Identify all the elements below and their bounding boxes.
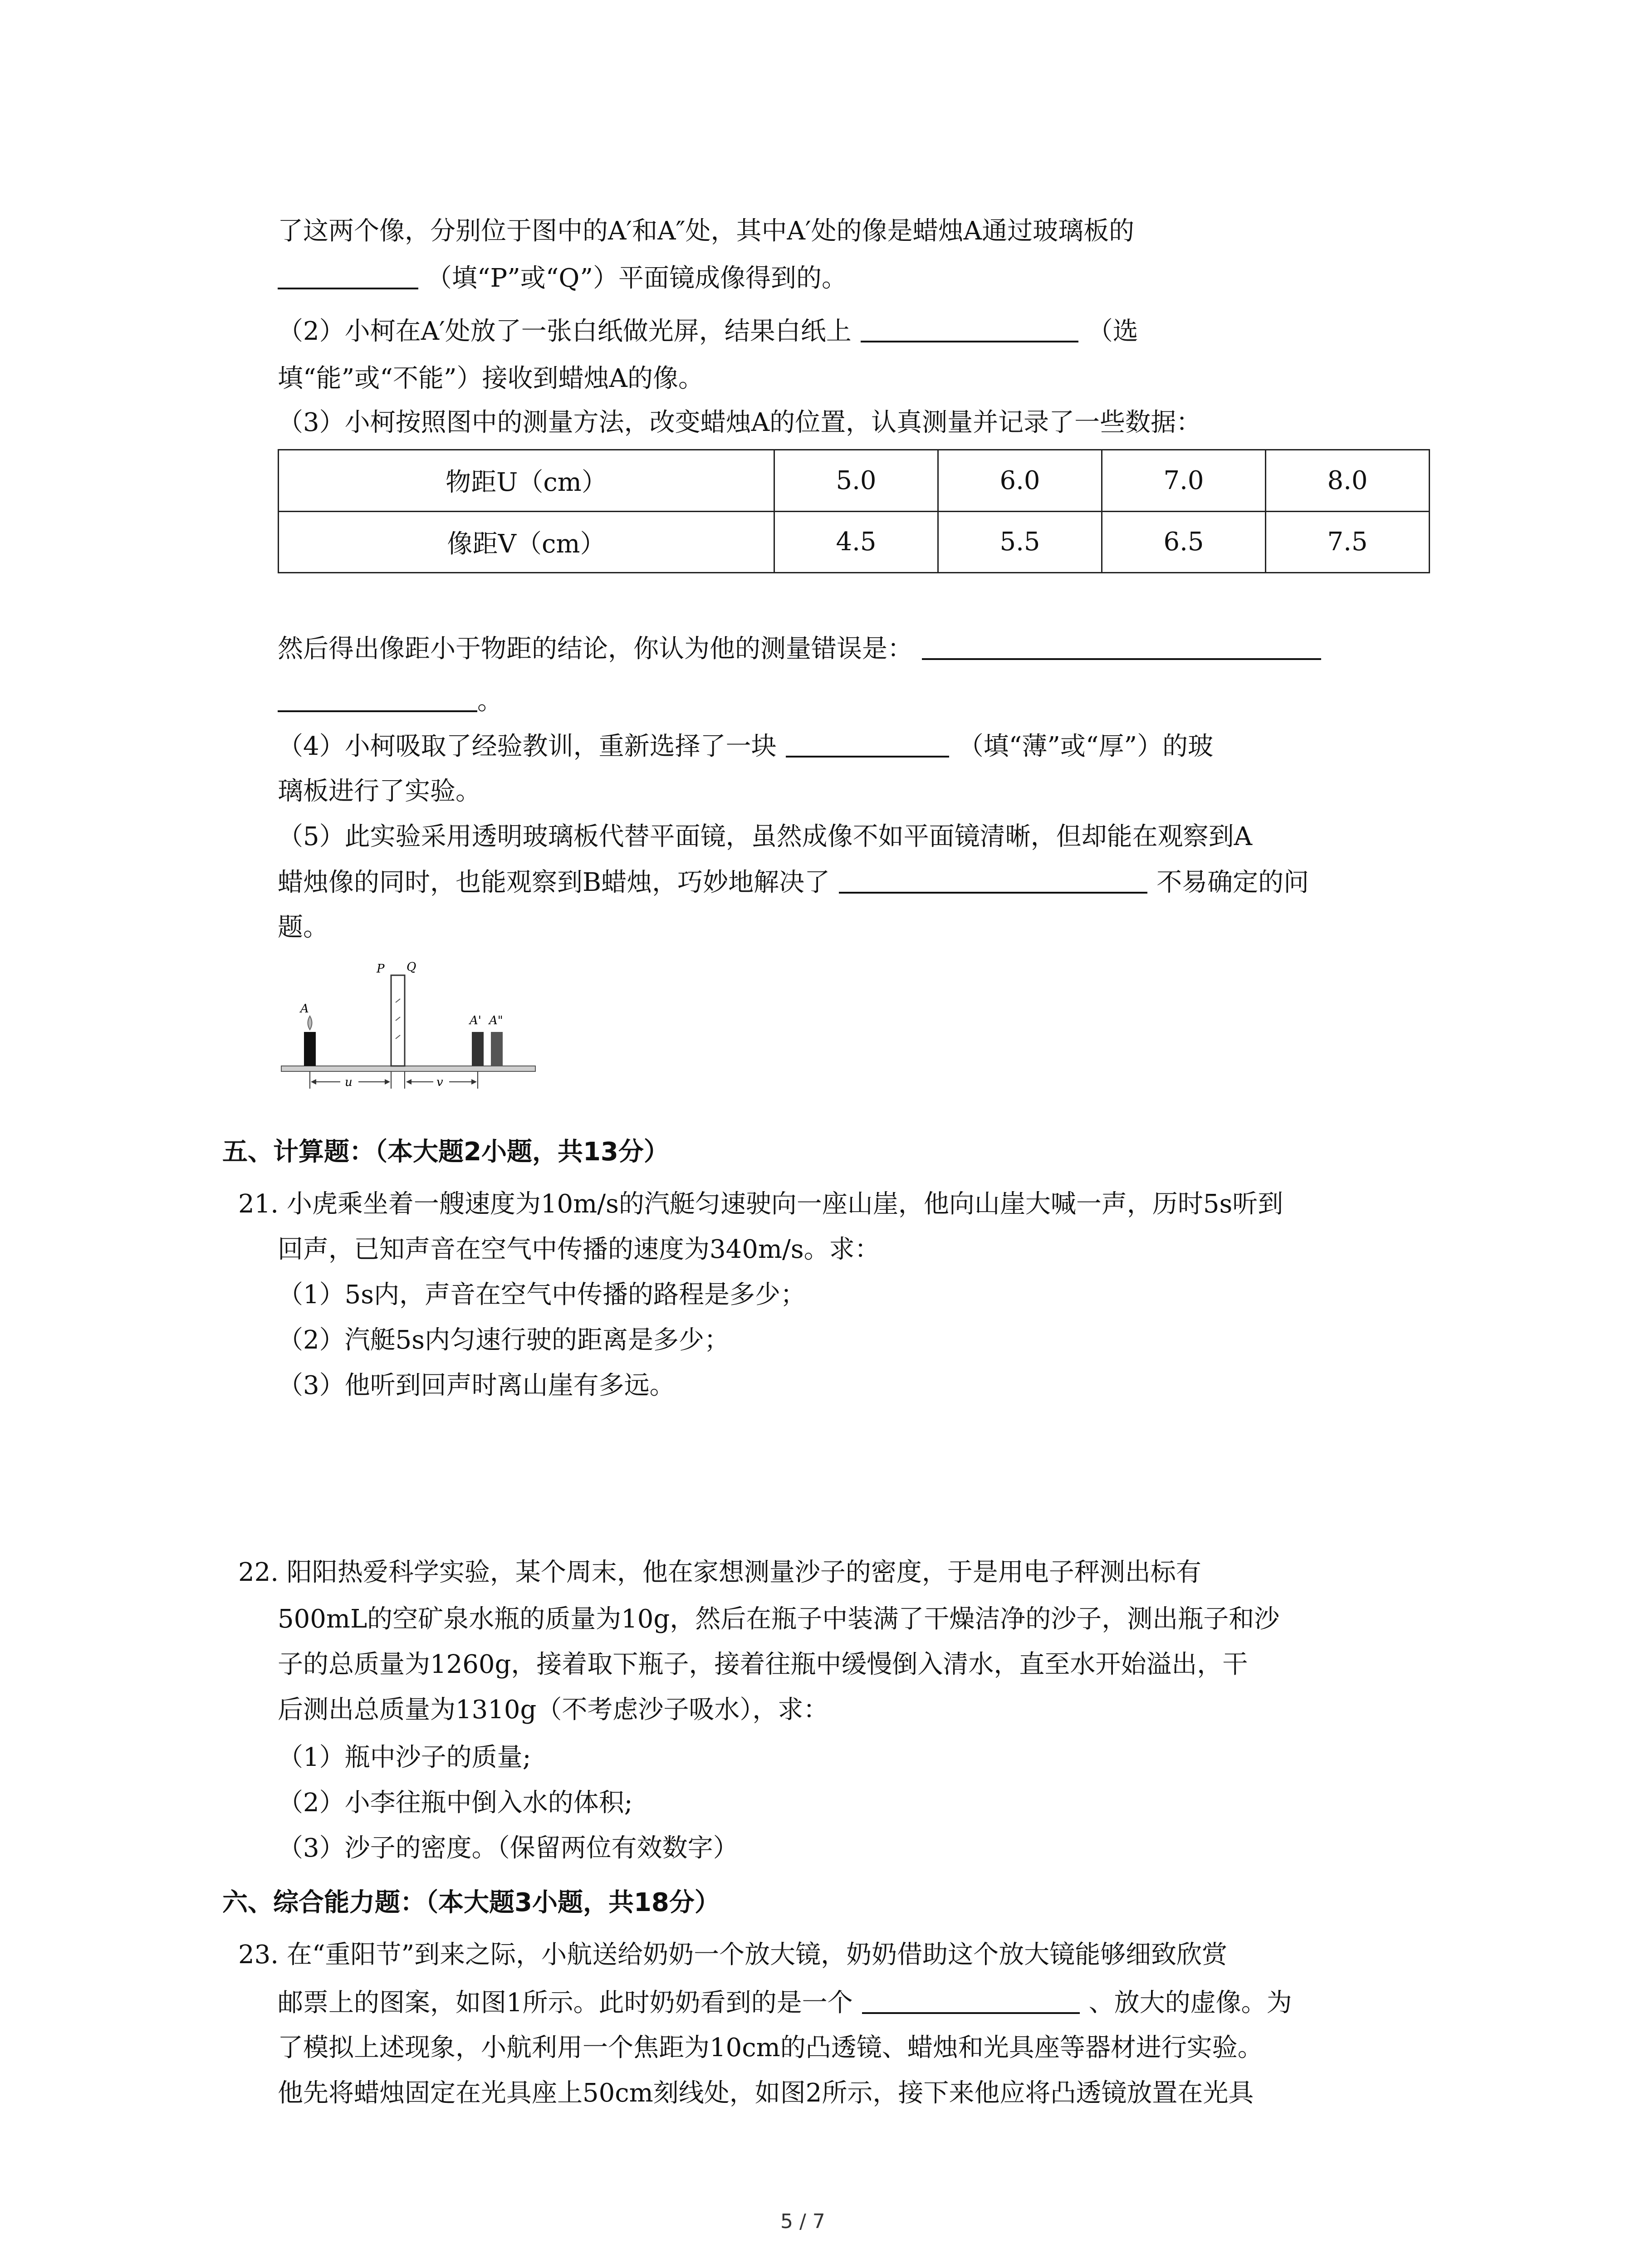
candle-a bbox=[304, 1032, 316, 1066]
table-cell-header: 像距V（cm） bbox=[279, 511, 774, 573]
label-a-double-prime: A" bbox=[489, 1014, 503, 1027]
table-cell: 4.5 bbox=[774, 511, 938, 573]
measurement-table bbox=[278, 449, 1430, 573]
image-a-double-prime bbox=[491, 1032, 503, 1066]
table-cell-header: 物距U（cm） bbox=[279, 450, 774, 512]
q23-line-4: 他先将蜡烛固定在光具座上50cm刻线处，如图2所示，接下来他应将凸透镜放置在光具 bbox=[278, 2078, 1254, 2108]
q22-part2: （2）小李往瓶中倒入水的体积; bbox=[278, 1788, 633, 1818]
image-a-prime bbox=[472, 1032, 484, 1066]
q20-line-1: 了这两个像，分别位于图中的A′和A″处，其中A′处的像是蜡烛A通过玻璃板的 bbox=[278, 216, 1135, 246]
table-cell: 5.5 bbox=[938, 511, 1102, 573]
q20-part5-end: 题。 bbox=[278, 913, 328, 942]
label-a: A bbox=[300, 1002, 309, 1016]
table-cell: 5.0 bbox=[774, 450, 938, 512]
answer-blank[interactable] bbox=[278, 262, 418, 289]
glass-plate bbox=[391, 975, 405, 1066]
label-v: v bbox=[436, 1075, 443, 1089]
q21-part1: （1）5s内，声音在空气中传播的路程是多少； bbox=[278, 1280, 806, 1310]
section-6-heading: 六、综合能力题：（本大题3小题，共18分） bbox=[222, 1888, 720, 1917]
q22-line-1: 22. 阳阳热爱科学实验，某个周末，他在家想测量沙子的密度，于是用电子秤测出标有 bbox=[238, 1558, 1201, 1587]
table-cell: 6.0 bbox=[938, 450, 1102, 512]
label-u: u bbox=[345, 1075, 353, 1089]
q20-part3-cont: 。 bbox=[278, 685, 503, 717]
q20-part3-conclusion: 然后得出像距小于物距的结论，你认为他的测量错误是： bbox=[278, 633, 1321, 665]
q23-line-2: 邮票上的图案，如图1所示。此时奶奶看到的是一个 、放大的虚像。为 bbox=[278, 1987, 1292, 2019]
q20-part5-cont: 蜡烛像的同时，也能观察到B蜡烛，巧妙地解决了 不易确定的问 bbox=[278, 866, 1309, 899]
table-cell: 7.5 bbox=[1266, 511, 1430, 573]
q20-part2: （2）小柯在A′处放了一张白纸做光屏，结果白纸上 （选 bbox=[278, 315, 1138, 347]
q22-line-3: 子的总质量为1260g，接着取下瓶子，接着往瓶中缓慢倒入清水，直至水开始溢出，干 bbox=[278, 1650, 1248, 1679]
label-a-prime: A' bbox=[470, 1014, 481, 1027]
table-cell: 7.0 bbox=[1102, 450, 1266, 512]
q21-part2: （2）汽艇5s内匀速行驶的距离是多少； bbox=[278, 1325, 730, 1355]
q21-part3: （3）他听到回声时离山崖有多远。 bbox=[278, 1371, 675, 1400]
q20-part2-cont: 填“能”或“不能”）接收到蜡烛A的像。 bbox=[278, 364, 704, 393]
q20-line-2: （填“P”或“Q”）平面镜成像得到的。 bbox=[278, 262, 847, 294]
q20-part4: （4）小柯吸取了经验教训，重新选择了一块 （填“薄”或“厚”）的玻 bbox=[278, 730, 1213, 763]
q23-line-3: 了模拟上述现象，小航利用一个焦距为10cm的凸透镜、蜡烛和光具座等器材进行实验。 bbox=[278, 2033, 1263, 2063]
answer-blank[interactable] bbox=[839, 866, 1147, 894]
q22-line-4: 后测出总质量为1310g（不考虑沙子吸水），求： bbox=[278, 1695, 829, 1725]
answer-blank[interactable] bbox=[861, 315, 1078, 342]
optical-bench bbox=[281, 1066, 535, 1071]
q20-part4-cont: 璃板进行了实验。 bbox=[278, 777, 481, 806]
mirror-experiment-figure bbox=[272, 957, 544, 1107]
q21-line-1: 21. 小虎乘坐着一艘速度为10m/s的汽艇匀速驶向一座山崖，他向山崖大喊一声，历时5s听到 bbox=[238, 1189, 1283, 1219]
q22-part1: （1）瓶中沙子的质量; bbox=[278, 1743, 531, 1772]
q21-line-2: 回声，已知声音在空气中传播的速度为340m/s。求： bbox=[278, 1235, 880, 1264]
q20-part5: （5）此实验采用透明玻璃板代替平面镜，虽然成像不如平面镜清晰，但却能在观察到A bbox=[278, 822, 1253, 851]
table-row bbox=[279, 511, 1430, 573]
table-cell: 8.0 bbox=[1266, 450, 1430, 512]
label-p: P bbox=[377, 962, 385, 976]
section-5-heading: 五、计算题：（本大题2小题，共13分） bbox=[222, 1137, 669, 1167]
answer-blank[interactable] bbox=[786, 730, 949, 758]
answer-blank[interactable] bbox=[922, 633, 1321, 660]
table-row bbox=[279, 450, 1430, 512]
table-cell: 6.5 bbox=[1102, 511, 1266, 573]
label-q: Q bbox=[407, 960, 416, 974]
q22-part3: （3）沙子的密度。（保留两位有效数字） bbox=[278, 1833, 739, 1863]
answer-blank[interactable] bbox=[278, 685, 477, 712]
q23-line-1: 23. 在“重阳节”到来之际，小航送给奶奶一个放大镜，奶奶借助这个放大镜能够细致欣赏 bbox=[238, 1940, 1228, 1970]
flame-icon bbox=[308, 1016, 312, 1030]
q22-line-2: 500mL的空矿泉水瓶的质量为10g，然后在瓶子中装满了干燥洁净的沙子，测出瓶子和沙 bbox=[278, 1604, 1280, 1634]
answer-blank[interactable] bbox=[862, 1987, 1080, 2014]
page-number: 5 / 7 bbox=[780, 2210, 825, 2233]
q20-part3: （3）小柯按照图中的测量方法，改变蜡烛A的位置，认真测量并记录了一些数据： bbox=[278, 408, 1202, 437]
